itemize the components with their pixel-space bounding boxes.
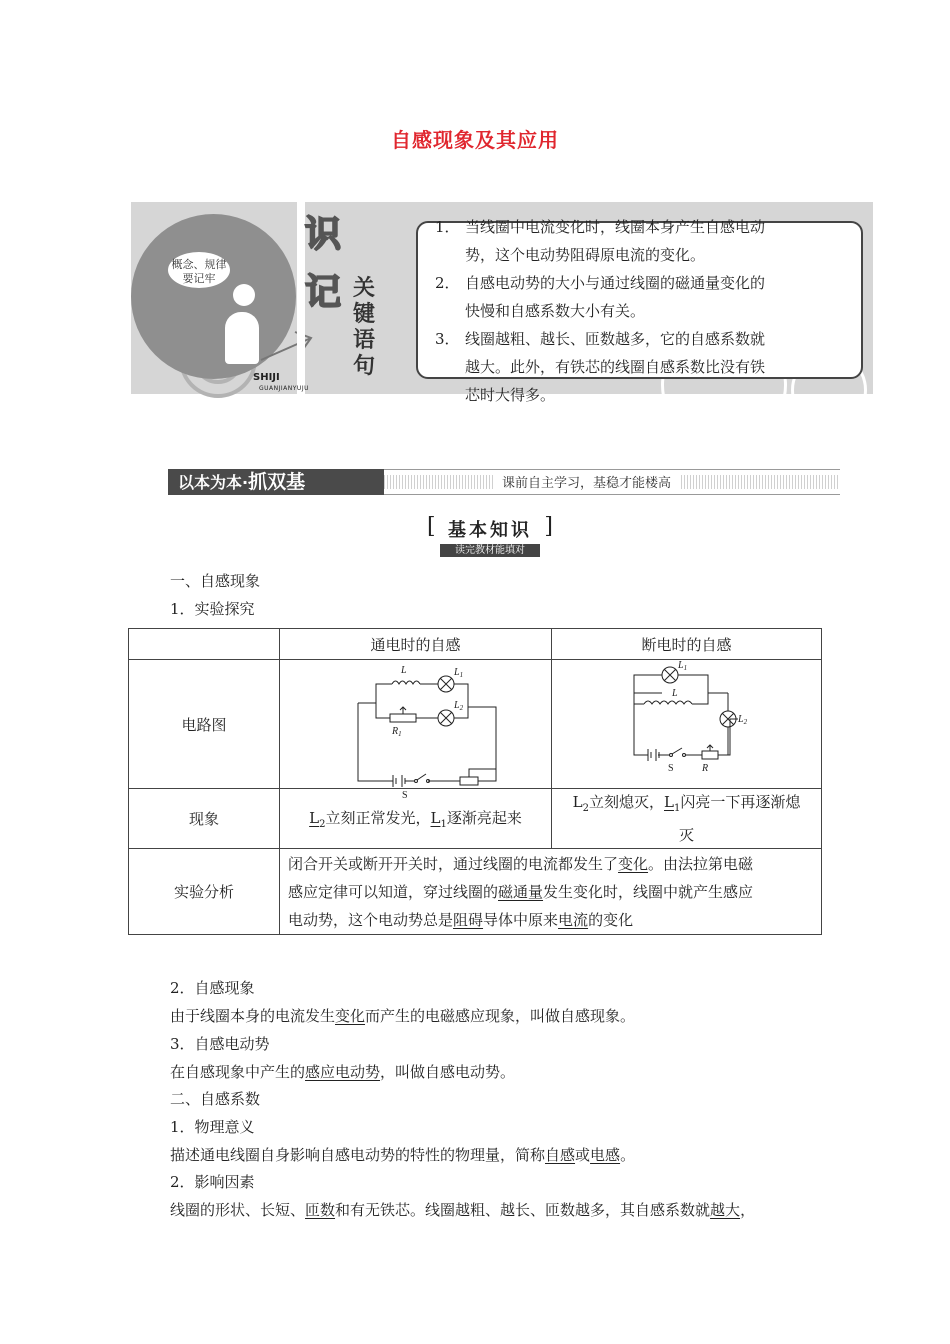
phenomenon-on [280, 789, 552, 849]
side-char: 句 [353, 354, 376, 379]
svg-text:L2 [453, 700, 464, 712]
bubble-line: 概念、规律 [171, 258, 227, 271]
text: 灭 [678, 826, 694, 844]
text: L [664, 793, 674, 811]
label-sub: 1 [683, 664, 688, 672]
text: 而产生的电磁感应现象，叫做自感现象。 [365, 1007, 636, 1025]
person-head-icon [233, 284, 255, 306]
label-L: L [672, 688, 678, 699]
text-sub: 1 [673, 803, 681, 814]
para-factors [170, 1200, 755, 1220]
badge-subtitle: 读完教材能填对 [440, 544, 540, 557]
speech-bubble [168, 252, 230, 288]
label-sub: 1 [459, 671, 464, 679]
key-point-num: 1． [435, 218, 460, 236]
table-header: 通电时的自感 [280, 629, 552, 660]
text: 导体中原来 [483, 910, 559, 929]
label-R: R [702, 763, 709, 774]
section-line [384, 494, 840, 495]
text: 发生变化时，线圈中就产生感应 [543, 882, 754, 901]
row-label: 实验分析 [129, 849, 280, 935]
key-point-line: 当线圈中电流变化时，线圈本身产生自感电动 [465, 218, 766, 236]
key-point-line: 芯时大得多。 [465, 386, 556, 404]
side-char: 关 [353, 276, 376, 301]
key-point-num: 2． [435, 274, 460, 292]
label-sub: 2 [459, 704, 464, 712]
para-self-induction [170, 1006, 635, 1026]
answer: 感应电动势 [305, 1063, 381, 1081]
key-point-line: 越大。此外，有铁芯的线圈自感系数比没有铁 [465, 358, 766, 376]
text: 感应定律可以知道，穿过线圈的 [288, 882, 499, 901]
answer: 变化 [335, 1007, 366, 1025]
section-heading [168, 469, 384, 495]
section-heading-a: 以本为本· [178, 473, 249, 492]
label-L1: L [678, 660, 684, 671]
heading-self-inductance: 二、自感系数 [170, 1090, 261, 1108]
table-row [129, 660, 822, 789]
heading-self-induction: 一、自感现象 [170, 572, 261, 590]
heading-factors: 2．影响因素 [170, 1173, 255, 1191]
text: ， [740, 1201, 756, 1219]
page-title: 自感现象及其应用 [391, 128, 559, 152]
circuit-cell [280, 660, 552, 801]
bracket-left: [ [427, 514, 436, 539]
svg-text:L [671, 688, 678, 699]
key-point [435, 213, 815, 269]
label-L2: L [738, 714, 744, 725]
key-point [435, 269, 815, 325]
text: 线圈的形状、长短、 [170, 1201, 306, 1219]
text: 描述通电线圈自身影响自感电动势的特性的物理量，简称 [170, 1146, 546, 1164]
section-line [384, 469, 840, 470]
text: 逐渐亮起来 [446, 809, 522, 827]
text-sub: 2 [319, 819, 326, 830]
badge-title: 基本知识 [448, 520, 532, 541]
text: 在自感现象中产生的 [170, 1063, 306, 1081]
answer: 电流 [558, 910, 589, 929]
label-L1: L [454, 667, 460, 678]
key-point-line: 势，这个电动势阻碍原电流的变化。 [465, 246, 706, 264]
key-points-list [435, 213, 815, 409]
svg-text:S [668, 763, 674, 774]
circuit-diagram-on [280, 660, 551, 801]
bubble-line: 要记牢 [182, 272, 216, 285]
text: 的变化 [588, 910, 634, 929]
text: 闪亮一下再逐渐熄 [680, 793, 801, 811]
big-char: 识 [305, 214, 342, 255]
arrow-icon [259, 324, 319, 374]
table-row [129, 849, 822, 935]
label-L2: L [454, 700, 460, 711]
answer: 变化 [618, 854, 649, 873]
big-char: 记 [305, 272, 342, 313]
text: L [309, 809, 320, 827]
divider [297, 202, 305, 394]
section-tagline: 课前自主学习，基稳才能楼高 [494, 472, 679, 491]
table-cell [129, 629, 280, 660]
answer: 越大 [710, 1201, 741, 1219]
text: L [430, 809, 441, 827]
person-body-icon [225, 312, 259, 364]
text: 或 [575, 1146, 591, 1164]
label-sub: 1 [398, 730, 402, 738]
table-row [129, 629, 822, 660]
answer: 阻碍 [453, 910, 484, 929]
text: 。 [620, 1146, 636, 1164]
row-label: 现象 [129, 789, 280, 849]
analysis-cell [280, 849, 822, 935]
heading-self-induction-phenomenon: 2．自感现象 [170, 979, 255, 997]
text: 和有无铁芯。线圈越粗、越长、匝数越多，其自感系数就 [335, 1201, 711, 1219]
text: L [572, 793, 583, 811]
text: 。由法拉第电磁 [648, 854, 754, 873]
section-heading-b: 抓双基 [248, 471, 306, 493]
key-point [435, 325, 815, 409]
label-sub: 2 [743, 718, 748, 726]
svg-text:R1 [391, 726, 402, 738]
side-char: 语 [353, 328, 376, 353]
key-point-line: 快慢和自感系数大小有关。 [465, 302, 646, 320]
text: 立刻熄灭， [588, 793, 664, 811]
svg-text:L2 [737, 714, 748, 726]
bracket-right: ] [544, 514, 553, 539]
answer: 匝数 [305, 1201, 336, 1219]
text: 立刻正常发光， [325, 809, 431, 827]
text: 闭合开关或断开开关时，通过线圈的电流都发生了 [288, 854, 619, 873]
heading-experiment: 1．实验探究 [170, 600, 255, 618]
table-header: 断电时的自感 [552, 629, 822, 660]
answer: 磁通量 [498, 882, 544, 901]
answer: 自感 [545, 1146, 576, 1164]
banner-subtitle: GUANJIANYUJU [259, 385, 309, 392]
label-R1: R [392, 726, 399, 737]
section-bar [168, 469, 840, 495]
svg-text:L1 [677, 660, 687, 672]
para-physical-meaning [170, 1145, 635, 1165]
label-L: L [401, 665, 407, 676]
svg-text:L [400, 665, 407, 676]
experiment-table [128, 628, 822, 935]
para-self-emf [170, 1062, 515, 1082]
side-char: 键 [353, 302, 376, 327]
basic-knowledge-badge [427, 516, 553, 557]
text-sub: 1 [440, 819, 447, 830]
phenomenon-off [552, 789, 822, 849]
table-row [129, 789, 822, 849]
svg-text:S [402, 790, 408, 801]
label-S: S [402, 790, 408, 801]
answer: 电感 [590, 1146, 621, 1164]
banner-shiji: SHIJI [253, 372, 280, 383]
heading-self-emf: 3．自感电动势 [170, 1035, 270, 1053]
circuit-cell [552, 660, 822, 789]
side-chars [353, 276, 381, 380]
circuit-diagram-off [552, 660, 821, 784]
svg-text:L1 [453, 667, 463, 679]
heading-physical-meaning: 1．物理意义 [170, 1118, 255, 1136]
text: 由于线圈本身的电流发生 [170, 1007, 336, 1025]
label-S: S [668, 763, 674, 774]
key-point-line: 线圈越粗、越长、匝数越多，它的自感系数就 [465, 330, 766, 348]
text: ，叫做自感电动势。 [380, 1063, 516, 1081]
text: 电动势，这个电动势总是 [288, 910, 454, 929]
row-label: 电路图 [129, 660, 280, 789]
key-point-num: 3． [435, 330, 460, 348]
text-sub: 2 [582, 803, 589, 814]
svg-text:R [701, 763, 708, 774]
key-point-line: 自感电动势的大小与通过线圈的磁通量变化的 [465, 274, 766, 292]
